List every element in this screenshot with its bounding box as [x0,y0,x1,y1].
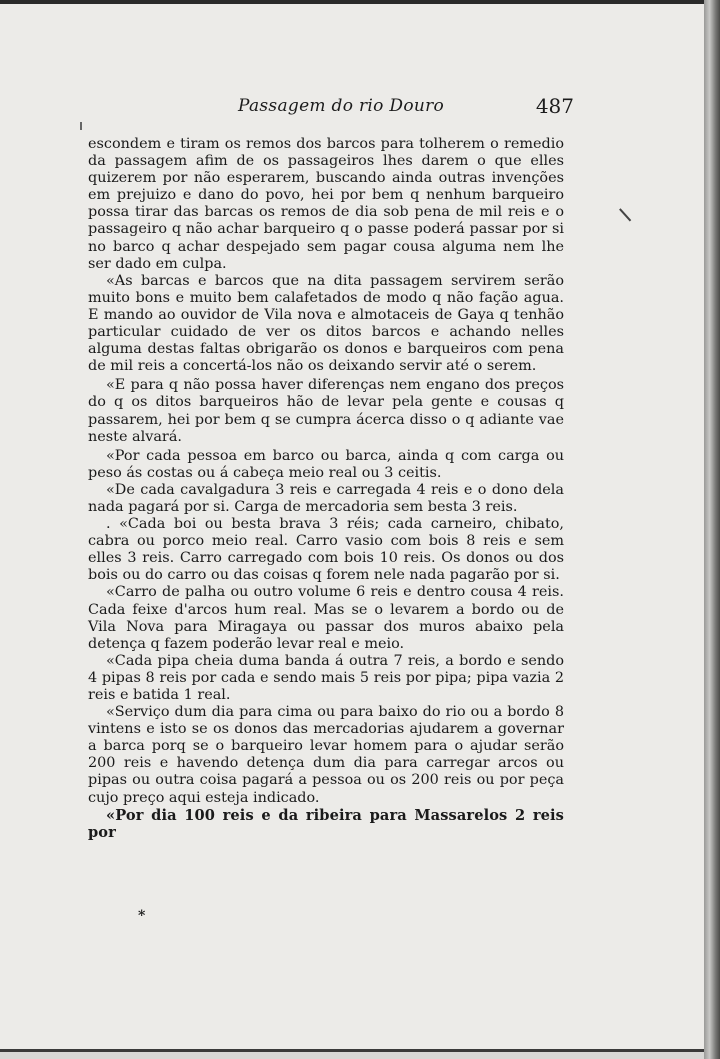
paragraph-7: «Carro de palha ou outro volume 6 reis e dentro cousa 4 reis. Cada feixe d'arcos hum real. Mas se o levarem a bordo ou de Vila Nova para Miragaya ou passar dos muros abaixo pela detença q fazem poderão levar real e meio. [88,584,564,652]
paragraph-10: «Por dia 100 reis e da ribeira para Massarelos 2 reis por [88,806,564,841]
book-spine-edge [704,0,720,1059]
margin-mark [80,122,82,130]
paragraph-9: «Serviço dum dia para cima ou para baixo do rio ou a bordo 8 vintens e isto se os donos das mercadorias ajudarem a governar a barca porq se o barqueiro levar homem para o ajudar serão 200 reis e havendo detença dum dia para carregar arcos ou pipas ou outra coisa pagará a pessoa ou os 200 reis ou por peça cujo preço aqui esteja indicado. [88,704,564,806]
paragraph-5: «De cada cavalgadura 3 reis e carregada 4 reis e o dono dela nada pagará por si. Carga de mercadoria sem besta 3 reis. [88,481,564,515]
body-text [88,136,564,841]
paragraph-6: . «Cada boi ou besta brava 3 réis; cada carneiro, chibato, cabra ou porco meio real. Carro vasio com bois 8 reis e sem elles 3 reis. Carro carregado com bois 10 reis. Os donos ou dos bois ou do carro ou das coisas q forem nele nada pagarão por si. [88,516,564,584]
footnote-mark: * [138,908,146,924]
paragraph-1: escondem e tiram os remos dos barcos para tolherem o remedio da passagem afim de os passageiros lhes darem o que elles quizerem por não esperarem, buscando ainda outras invenções em prejuizo e dano do povo, hei por bem q nenhum barqueiro possa tirar das barcas os remos de dia sob pena de mil reis e o passageiro q não achar barqueiro q o passe poderá passar por si no barco q achar despejado sem pagar cousa alguma nem lhe ser dado em culpa. [88,136,564,272]
paragraph-8: «Cada pipa cheia duma banda á outra 7 reis, a bordo e sendo 4 pipas 8 reis por cada e sendo mais 5 reis por pipa; pipa vazia 2 reis e batida 1 real. [88,652,564,703]
paragraph-2: «As barcas e barcos que na dita passagem servirem serão muito bons e muito bem calafetados de modo q não fação agua. E mando ao ouvidor de Vila nova e almotaceis de Gaya q tenhão particular cuidado de ver os ditos barcos e achando nelles alguma destas faltas obrigarão os donos e barqueiros com pena de mil reis a concertá-los não os deixando servir até o serem. [88,272,564,375]
page-header [88,96,576,126]
paragraph-3: «E para q não possa haver diferenças nem engano dos preços do q os ditos barqueiros hão de levar pela gente e cousas q passarem, hei por bem q se cumpra ácerca disso o q adiante vae neste alvará. [88,377,564,445]
stray-pen-mark [619,208,631,221]
page-number: 487 [535,94,574,118]
paragraph-4: «Por cada pessoa em barco ou barca, ainda q com carga ou peso ás costas ou á cabeça meio real ou 3 ceitis. [88,447,564,481]
running-title: Passagem do rio Douro [238,96,445,116]
